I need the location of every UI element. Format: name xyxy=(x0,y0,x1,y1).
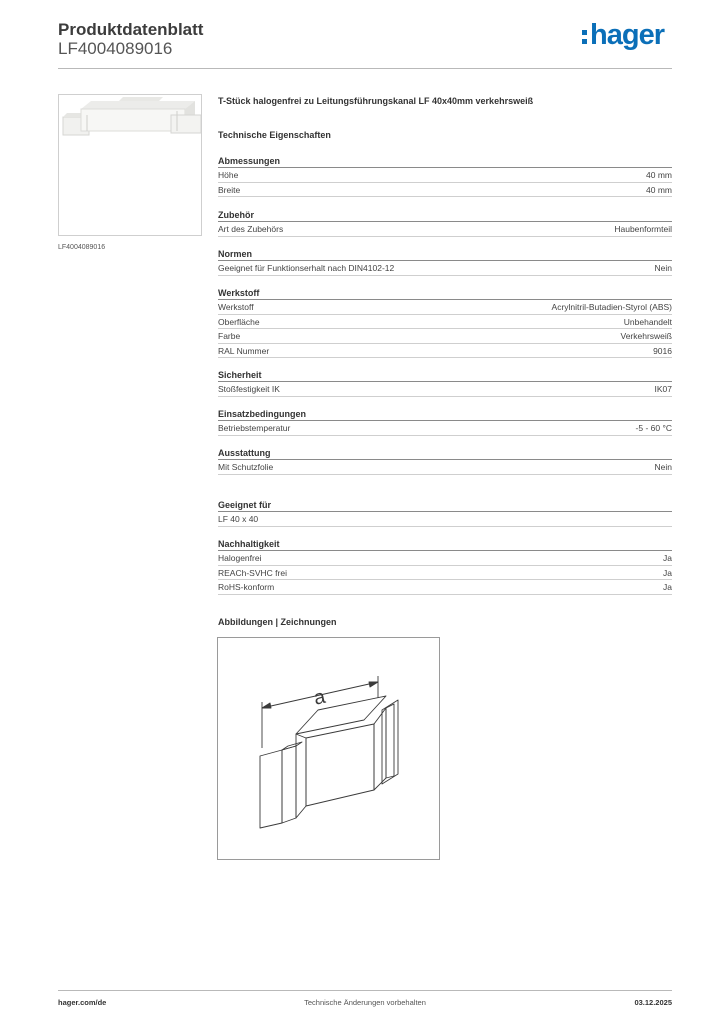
row-value: Verkehrsweiß xyxy=(620,331,672,341)
drawings-heading: Abbildungen | Zeichnungen xyxy=(218,617,337,627)
table-row xyxy=(218,261,672,276)
section-title: Nachhaltigkeit xyxy=(218,537,672,551)
section-title: Geeignet für xyxy=(218,498,672,512)
section-zubehoer xyxy=(218,208,672,237)
section-title: Einsatzbedingungen xyxy=(218,407,672,421)
section-title: Zubehör xyxy=(218,208,672,222)
section-nachhaltigkeit xyxy=(218,537,672,595)
row-value: Nein xyxy=(654,263,672,273)
row-value: Ja xyxy=(663,582,672,592)
table-row xyxy=(218,168,672,183)
row-label: RoHS-konform xyxy=(218,582,275,592)
table-row xyxy=(218,300,672,315)
product-image xyxy=(58,94,202,236)
logo-dots-icon xyxy=(582,30,587,44)
technical-drawing xyxy=(217,637,440,860)
row-value: Ja xyxy=(663,567,672,578)
row-label: Höhe xyxy=(218,170,239,180)
table-row xyxy=(218,566,672,581)
header-divider xyxy=(58,68,672,69)
section-title: Normen xyxy=(218,247,672,261)
row-label: Oberfläche xyxy=(218,316,260,327)
row-label: Stoßfestigkeit IK xyxy=(218,384,280,394)
section-sicherheit xyxy=(218,368,672,397)
product-description: T-Stück halogenfrei zu Leitungsführungskanal LF 40x40mm verkehrsweiß xyxy=(218,96,534,106)
page-header xyxy=(58,20,672,70)
section-einsatzbedingungen xyxy=(218,407,672,436)
section-title: Ausstattung xyxy=(218,446,672,460)
footer-divider xyxy=(58,990,672,991)
row-value: Unbehandelt xyxy=(623,316,672,327)
technical-properties-heading: Technische Eigenschaften xyxy=(218,130,331,140)
row-value: -5 - 60 °C xyxy=(635,423,672,433)
row-label: Geeignet für Funktionserhalt nach DIN4102-12 xyxy=(218,263,395,273)
table-row xyxy=(218,580,672,595)
section-normen xyxy=(218,247,672,276)
section-werkstoff xyxy=(218,286,672,358)
row-value: 9016 xyxy=(653,345,672,356)
row-label: Werkstoff xyxy=(218,302,254,312)
section-title: Sicherheit xyxy=(218,368,672,382)
row-value: Ja xyxy=(663,553,672,563)
row-value: Nein xyxy=(654,462,672,472)
row-label: Farbe xyxy=(218,331,241,341)
table-row xyxy=(218,183,672,198)
dimension-drawing-icon xyxy=(218,638,439,859)
row-value: Acrylnitril-Butadien-Styrol (ABS) xyxy=(551,302,672,312)
page-footer xyxy=(58,998,672,1010)
product-image-caption: LF4004089016 xyxy=(58,244,106,251)
section-abmessungen xyxy=(218,154,672,197)
table-row xyxy=(218,460,672,475)
document-number: LF4004089016 xyxy=(58,39,173,58)
footer-date: 03.12.2025 xyxy=(634,998,672,1007)
row-label: Halogenfrei xyxy=(218,553,262,563)
row-label: RAL Nummer xyxy=(218,345,270,356)
t-piece-photo-icon xyxy=(59,95,202,236)
row-value: 40 mm xyxy=(646,184,672,195)
row-label: LF 40 x 40 xyxy=(218,514,259,524)
document-title: Produktdatenblatt xyxy=(58,20,204,39)
dimension-label: a xyxy=(311,685,328,710)
row-label: Breite xyxy=(218,184,241,195)
row-label: REACh-SVHC frei xyxy=(218,567,287,578)
section-ausstattung xyxy=(218,446,672,475)
row-value: Haubenformteil xyxy=(614,224,672,234)
table-row xyxy=(218,344,672,359)
logo-text: hager xyxy=(590,18,664,51)
row-label: Art des Zubehörs xyxy=(218,224,284,234)
table-row xyxy=(218,512,672,527)
row-label: Betriebstemperatur xyxy=(218,423,291,433)
section-title: Werkstoff xyxy=(218,286,672,300)
table-row xyxy=(218,222,672,237)
footer-note: Technische Änderungen vorbehalten xyxy=(304,998,426,1007)
table-row xyxy=(218,329,672,344)
table-row xyxy=(218,421,672,436)
section-title: Abmessungen xyxy=(218,154,672,168)
row-label: Mit Schutzfolie xyxy=(218,462,274,472)
row-value: IK07 xyxy=(654,384,672,394)
section-geeignet-fuer xyxy=(218,498,672,527)
hager-logo xyxy=(582,20,664,50)
table-row xyxy=(218,382,672,397)
table-row xyxy=(218,315,672,330)
footer-website-link[interactable]: hager.com/de xyxy=(58,998,107,1007)
table-row xyxy=(218,551,672,566)
row-value: 40 mm xyxy=(646,170,672,180)
